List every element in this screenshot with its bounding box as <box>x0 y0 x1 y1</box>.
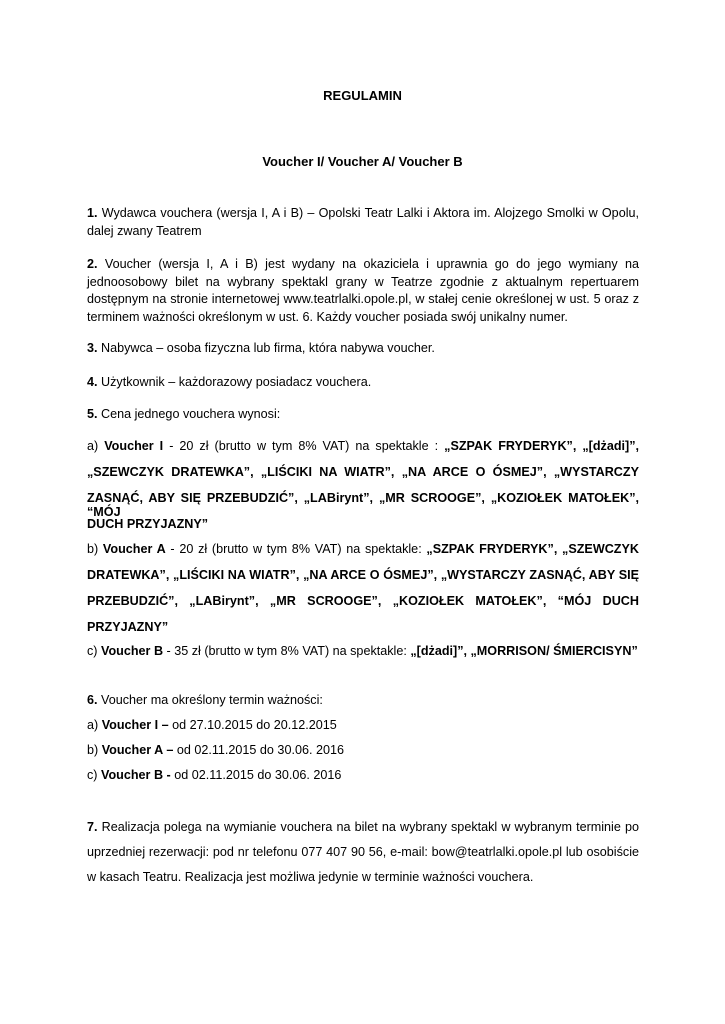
paragraph-4 <box>87 374 639 392</box>
paragraph-text: Nabywca – osoba fizyczna lub firma, która nabywa voucher. <box>97 341 435 355</box>
price-voucher-i-line-2: „SZEWCZYK DRATEWKA”, „LIŚCIKI NA WIATR”, „NA ARCE O ÓSMEJ”, „WYSTARCZY <box>87 465 639 479</box>
paragraph-7-line-1: 7. Realizacja polega na wymianie vouchera na bilet na wybrany spektakl w wybranym terminie po <box>87 820 639 834</box>
price-voucher-i-line-3: ZASNĄĆ, ABY SIĘ PRZEBUDZIĆ”, „LABirynt”, „MR SCROOGE”, „KOZIOŁEK MATOŁEK”, “MÓJ <box>87 491 639 519</box>
paragraph-number: 2. <box>87 257 98 271</box>
document-title: REGULAMIN <box>323 88 402 103</box>
validity-voucher-a: b) Voucher A – od 02.11.2015 do 30.06. 2016 <box>87 743 344 757</box>
validity-voucher-b: c) Voucher B - od 02.11.2015 do 30.06. 2016 <box>87 768 342 782</box>
paragraph-1 <box>87 205 639 240</box>
paragraph-text: Cena jednego vouchera wynosi: <box>97 407 281 421</box>
paragraph-2 <box>87 256 639 326</box>
paragraph-text: Wydawca vouchera (wersja I, A i B) – Opolski Teatr Lalki i Aktora im. Alojzego Smolki w Opolu, dalej zwany Teatrem <box>87 206 639 238</box>
price-voucher-a-line-4: PRZYJAZNY” <box>87 620 169 634</box>
paragraph-6: 6. Voucher ma określony termin ważności: <box>87 693 323 707</box>
paragraph-number: 4. <box>87 375 98 389</box>
price-voucher-a-line-2: DRATEWKA”, „LIŚCIKI NA WIATR”, „NA ARCE O ÓSMEJ”, „WYSTARCZY ZASNĄĆ, ABY SIĘ <box>87 568 639 582</box>
document-subtitle: Voucher I/ Voucher A/ Voucher B <box>262 154 463 169</box>
paragraph-7-line-2: uprzedniej rezerwacji: pod nr telefonu 077 407 90 56, e-mail: bow@teatrlalki.opole.pl lub osobiście <box>87 845 639 859</box>
paragraph-text: Użytkownik – każdorazowy posiadacz vouchera. <box>97 375 372 389</box>
price-voucher-b: c) Voucher B - 35 zł (brutto w tym 8% VAT) na spektakle: „[dżadi]”, „MORRISON/ ŚMIERCISYN” <box>87 644 638 658</box>
validity-voucher-i: a) Voucher I – od 27.10.2015 do 20.12.2015 <box>87 718 337 732</box>
paragraph-3 <box>87 340 639 358</box>
paragraph-number: 5. <box>87 407 98 421</box>
price-voucher-i-line-4: DUCH PRZYJAZNY” <box>87 517 209 531</box>
paragraph-number: 3. <box>87 341 98 355</box>
paragraph-text: Voucher (wersja I, A i B) jest wydany na okaziciela i uprawnia go do jego wymiany na jednoosobowy bilet na wybrany spektakl grany w Teatrze zgodnie z aktualnym repertuarem dostępnym na stronie internetowej www.teatrlalki.opole.pl, w stałej cenie określonej w ust. 5 oraz z terminem ważności określonym w ust. 6. Każdy voucher posiada swój unikalny numer. <box>87 257 639 324</box>
paragraph-7-line-3: w kasach Teatru. Realizacja jest możliwa jedynie w terminie ważności vouchera. <box>87 870 534 884</box>
price-voucher-a-line-1: b) Voucher A - 20 zł (brutto w tym 8% VAT) na spektakle: „SZPAK FRYDERYK”, „SZEWCZYK <box>87 542 639 556</box>
paragraph-number: 1. <box>87 206 98 220</box>
paragraph-5 <box>87 406 639 424</box>
price-voucher-a-line-3: PRZEBUDZIĆ”, „LABirynt”, „MR SCROOGE”, „KOZIOŁEK MATOŁEK”, “MÓJ DUCH <box>87 594 639 608</box>
price-voucher-i-line-1: a) Voucher I - 20 zł (brutto w tym 8% VAT) na spektakle : „SZPAK FRYDERYK”, „[dżadi]”, <box>87 439 640 453</box>
